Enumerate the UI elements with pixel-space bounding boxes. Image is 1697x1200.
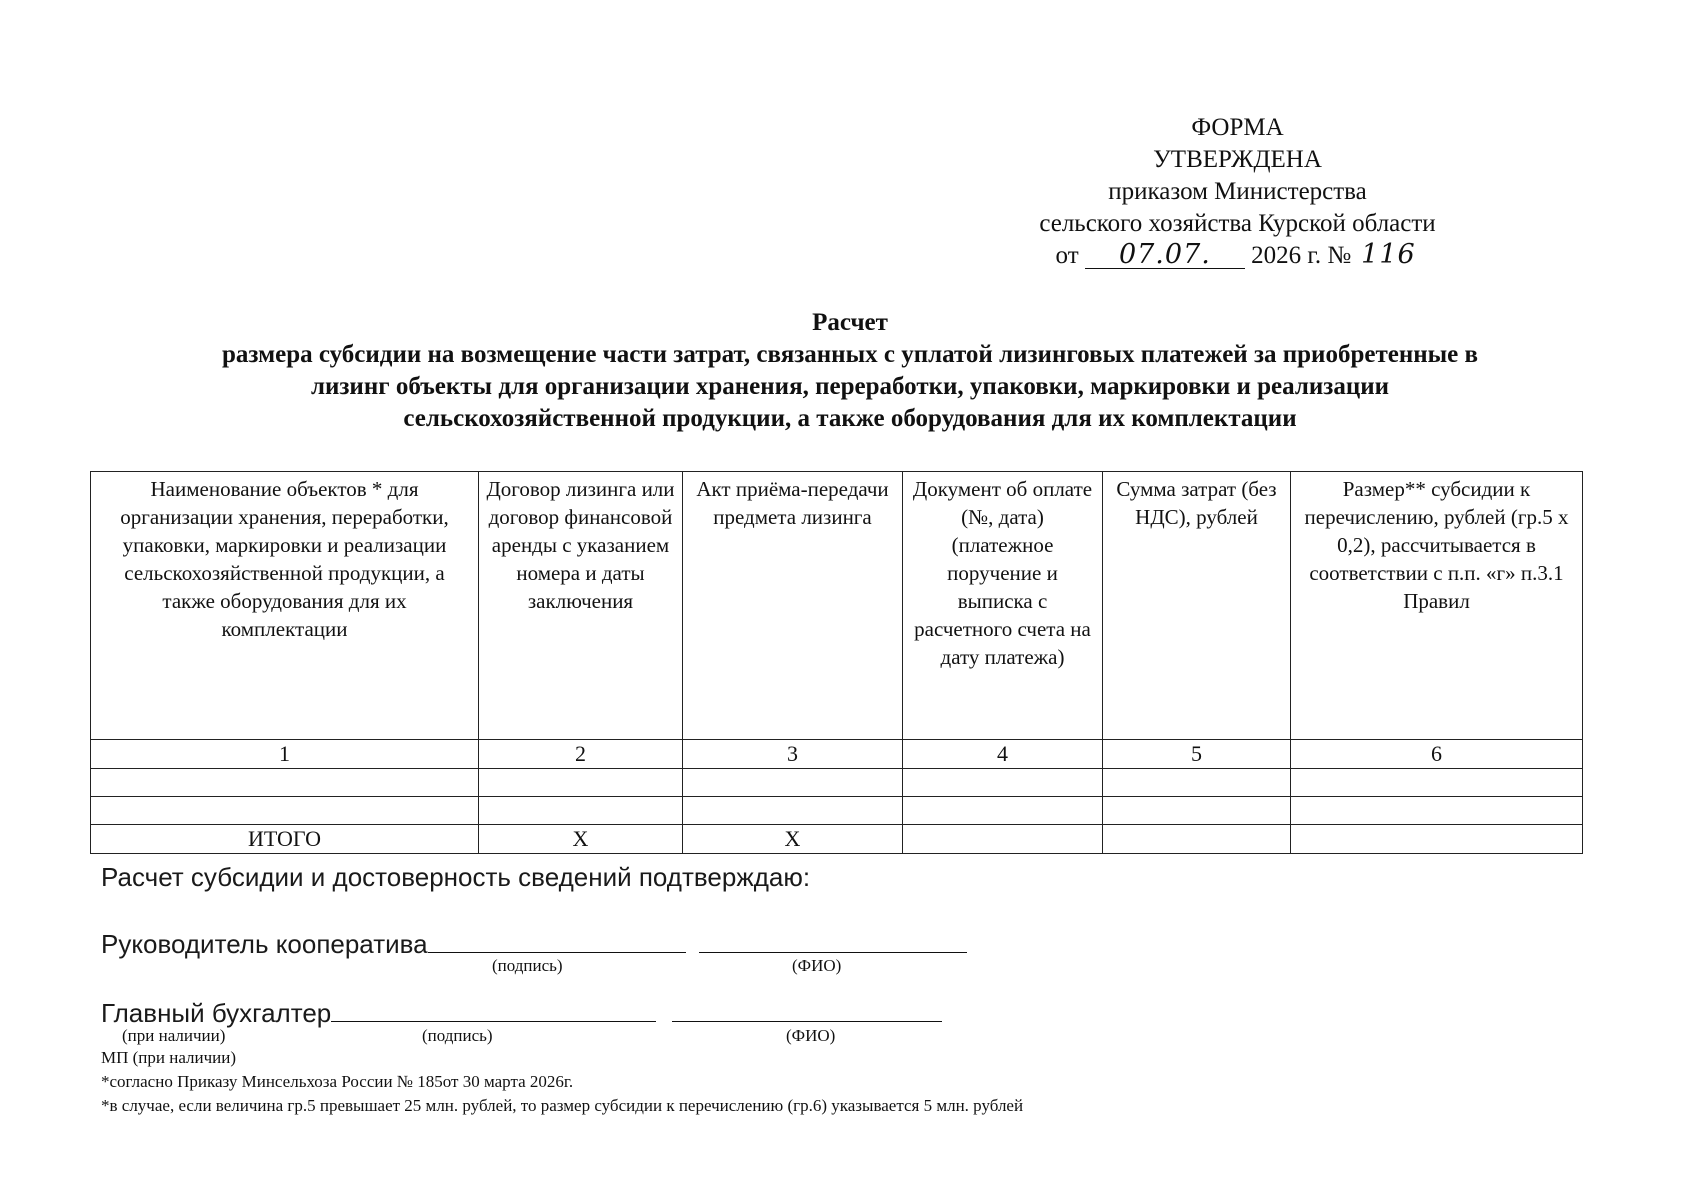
table-cell[interactable] bbox=[1103, 797, 1291, 825]
head-name-line[interactable] bbox=[699, 926, 967, 953]
table-row bbox=[91, 769, 1583, 797]
head-signature-row bbox=[101, 926, 967, 960]
table-cell[interactable] bbox=[479, 797, 683, 825]
column-number: 5 bbox=[1103, 740, 1291, 769]
accountant-signature-caption: (подпись) bbox=[422, 1026, 493, 1045]
ministry-label: сельского хозяйства Курской области bbox=[1039, 210, 1436, 237]
total-cell: Х bbox=[683, 825, 903, 854]
title-line-2: лизинг объекты для организации хранения, переработки, упаковки, маркировки и реализации bbox=[310, 373, 1390, 400]
order-date-line bbox=[985, 240, 1490, 272]
confirmation-text: Расчет субсидии и достоверность сведений подтверждаю: bbox=[101, 862, 811, 892]
approved-label: УТВЕРЖДЕНА bbox=[1153, 146, 1322, 173]
footnote-2: *в случае, если величина гр.5 превышает 25 млн. рублей, то размер субсидии к перечислению (гр.6) указывается 5 млн. рублей bbox=[101, 1096, 1024, 1115]
handwritten-number: 116 bbox=[1361, 239, 1416, 270]
title-heading: Расчет bbox=[812, 309, 888, 336]
column-number: 2 bbox=[479, 740, 683, 769]
accountant-if-any: (при наличии) bbox=[122, 1026, 226, 1045]
accountant-name-caption: (ФИО) bbox=[786, 1026, 836, 1045]
handwritten-date: 07.07. bbox=[1085, 242, 1245, 269]
form-label: ФОРМА bbox=[1191, 114, 1284, 141]
accountant-name-line[interactable] bbox=[672, 995, 942, 1022]
total-label: ИТОГО bbox=[91, 825, 479, 854]
table-cell[interactable] bbox=[1103, 769, 1291, 797]
table-cell[interactable] bbox=[91, 797, 479, 825]
head-signature-line[interactable] bbox=[428, 926, 686, 953]
header-cell: Акт приёма-передачи предмета лизинга bbox=[683, 472, 903, 740]
header-cell: Сумма затрат (без НДС), рублей bbox=[1103, 472, 1291, 740]
column-number: 1 bbox=[91, 740, 479, 769]
total-cell[interactable] bbox=[903, 825, 1103, 854]
document-title bbox=[95, 307, 1605, 435]
subsidy-table bbox=[90, 471, 1583, 854]
accountant-signature-row bbox=[101, 995, 942, 1029]
header-cell: Наименование объектов * для организации хранения, переработки, упаковки, маркировки и реализации сельскохозяйственной продукции, а также оборудования для их комплектации bbox=[91, 472, 479, 740]
column-number: 4 bbox=[903, 740, 1103, 769]
footnote-1: *согласно Приказу Минсельхоза России № 185от 30 марта 2026г. bbox=[101, 1072, 574, 1091]
total-row bbox=[91, 825, 1583, 854]
accountant-label: Главный бухгалтер bbox=[101, 998, 332, 1028]
head-signature-caption: (подпись) bbox=[492, 956, 563, 975]
column-number-row bbox=[91, 740, 1583, 769]
head-name-caption: (ФИО) bbox=[792, 956, 842, 975]
total-cell[interactable] bbox=[1103, 825, 1291, 854]
seal-label: МП (при наличии) bbox=[101, 1048, 237, 1067]
title-line-3: сельскохозяйственной продукции, а также оборудования для их комплектации bbox=[403, 405, 1297, 432]
table-header-row bbox=[91, 472, 1583, 740]
table-cell[interactable] bbox=[903, 797, 1103, 825]
order-label: приказом Министерства bbox=[1108, 178, 1367, 205]
table-cell[interactable] bbox=[683, 769, 903, 797]
table-cell[interactable] bbox=[91, 769, 479, 797]
table-cell[interactable] bbox=[1291, 769, 1583, 797]
table-cell[interactable] bbox=[683, 797, 903, 825]
head-label: Руководитель кооператива bbox=[101, 929, 428, 959]
header-cell: Договор лизинга или договор финансовой аренды с указанием номера и даты заключения bbox=[479, 472, 683, 740]
total-cell: Х bbox=[479, 825, 683, 854]
header-cell: Документ об оплате (№, дата) (платежное поручение и выписка с расчетного счета на дату платежа) bbox=[903, 472, 1103, 740]
table-cell[interactable] bbox=[903, 769, 1103, 797]
year-number-label: 2026 г. № bbox=[1251, 242, 1352, 269]
column-number: 3 bbox=[683, 740, 903, 769]
date-prefix: от bbox=[1055, 242, 1079, 269]
approval-block bbox=[985, 112, 1490, 272]
column-number: 6 bbox=[1291, 740, 1583, 769]
table-cell[interactable] bbox=[479, 769, 683, 797]
total-cell[interactable] bbox=[1291, 825, 1583, 854]
table-row bbox=[91, 797, 1583, 825]
title-line-1: размера субсидии на возмещение части затрат, связанных с уплатой лизинговых платежей за приобретенные в bbox=[221, 341, 1479, 368]
table-cell[interactable] bbox=[1291, 797, 1583, 825]
accountant-signature-line[interactable] bbox=[331, 995, 656, 1022]
header-cell: Размер** субсидии к перечислению, рублей (гр.5 х 0,2), рассчитывается в соответствии с п.п. «г» п.3.1 Правил bbox=[1291, 472, 1583, 740]
